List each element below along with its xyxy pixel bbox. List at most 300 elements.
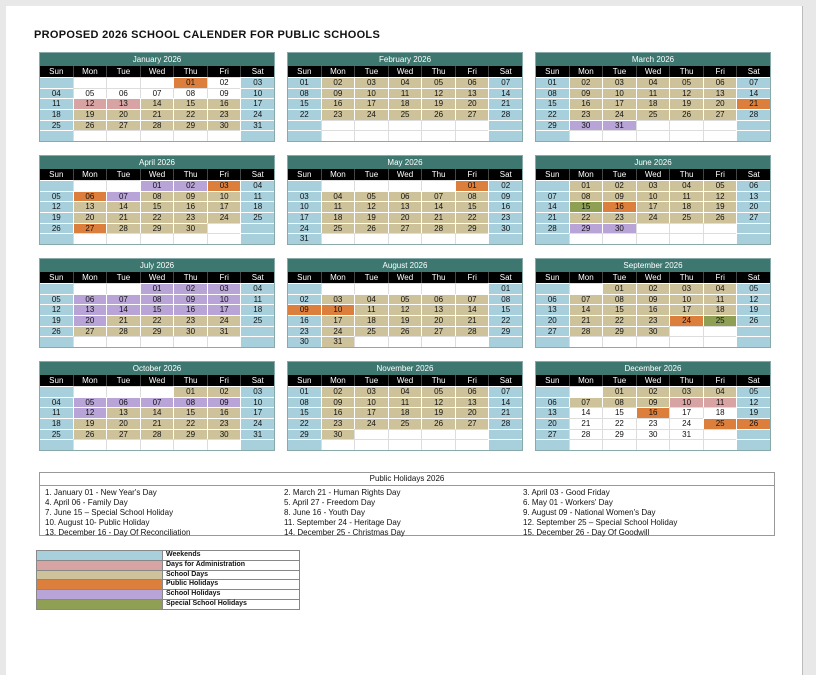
holiday-item: 7. June 15 – Special School Holiday bbox=[45, 508, 174, 517]
day-cell: 23 bbox=[173, 212, 207, 223]
week-row bbox=[40, 315, 274, 326]
weekday-label: Sat bbox=[240, 272, 274, 283]
day-cell: 12 bbox=[703, 191, 737, 202]
day-cell: 16 bbox=[321, 98, 355, 109]
month-name: May 2026 bbox=[288, 156, 522, 169]
month-name: July 2026 bbox=[40, 259, 274, 272]
day-cell bbox=[106, 386, 140, 397]
day-cell: 24 bbox=[207, 315, 241, 326]
day-cell: 21 bbox=[488, 407, 522, 418]
day-cell bbox=[421, 233, 455, 244]
day-cell: 30 bbox=[569, 120, 603, 131]
day-cell: 22 bbox=[455, 212, 489, 223]
week-row bbox=[288, 407, 522, 418]
weekday-label: Fri bbox=[455, 169, 489, 180]
day-cell: 31 bbox=[321, 336, 355, 347]
weekday-label: Mon bbox=[569, 272, 603, 283]
day-cell: 19 bbox=[421, 407, 455, 418]
day-cell: 02 bbox=[569, 77, 603, 88]
weekday-label: Sun bbox=[297, 170, 312, 179]
day-cell: 17 bbox=[288, 212, 321, 223]
day-cell: 10 bbox=[602, 88, 636, 99]
day-cell bbox=[207, 130, 241, 141]
month-calendar bbox=[535, 52, 771, 142]
day-cell: 13 bbox=[421, 304, 455, 315]
week-row bbox=[288, 429, 522, 440]
day-cell: 05 bbox=[40, 294, 73, 305]
week-row bbox=[40, 326, 274, 337]
weekday-label: Sun bbox=[545, 273, 560, 282]
weekday-label: Mon bbox=[321, 66, 355, 77]
day-cell: 14 bbox=[569, 407, 603, 418]
day-cell: 07 bbox=[106, 191, 140, 202]
day-cell: 16 bbox=[636, 407, 670, 418]
week-row bbox=[288, 304, 522, 315]
day-cell: 04 bbox=[388, 77, 422, 88]
week-row bbox=[40, 88, 274, 99]
week-row bbox=[536, 98, 770, 109]
day-cell: 19 bbox=[388, 315, 422, 326]
weekday-label: Sat bbox=[488, 66, 522, 77]
day-cell: 18 bbox=[703, 407, 737, 418]
weekday-label: Sat bbox=[736, 169, 770, 180]
day-cell: 15 bbox=[488, 304, 522, 315]
day-cell bbox=[354, 439, 388, 450]
day-cell: 23 bbox=[321, 109, 355, 120]
day-cell bbox=[488, 336, 522, 347]
day-cell: 10 bbox=[207, 191, 241, 202]
day-cell: 07 bbox=[536, 191, 569, 202]
day-cell bbox=[569, 233, 603, 244]
weekday-label: Tue bbox=[602, 375, 636, 386]
day-cell: 31 bbox=[207, 326, 241, 337]
day-cell: 03 bbox=[207, 283, 241, 294]
week-row bbox=[288, 336, 522, 347]
day-cell: 04 bbox=[40, 397, 73, 408]
week-row bbox=[40, 130, 274, 141]
day-cell: 30 bbox=[288, 336, 321, 347]
day-cell: 07 bbox=[736, 77, 770, 88]
day-cell: 16 bbox=[207, 407, 241, 418]
week-row bbox=[40, 336, 274, 347]
day-cell bbox=[40, 77, 73, 88]
week-row bbox=[536, 439, 770, 450]
day-cell bbox=[536, 283, 569, 294]
weekday-label: Thu bbox=[669, 66, 703, 77]
day-cell: 05 bbox=[736, 386, 770, 397]
month-calendar bbox=[535, 258, 771, 348]
week-row bbox=[288, 223, 522, 234]
day-cell bbox=[106, 180, 140, 191]
day-cell: 20 bbox=[106, 109, 140, 120]
legend-row bbox=[37, 570, 299, 580]
day-cell: 08 bbox=[173, 88, 207, 99]
day-cell bbox=[703, 223, 737, 234]
day-cell: 26 bbox=[40, 326, 73, 337]
day-cell: 20 bbox=[736, 201, 770, 212]
day-cell: 14 bbox=[106, 201, 140, 212]
day-cell: 01 bbox=[173, 77, 207, 88]
week-row bbox=[288, 130, 522, 141]
day-cell: 07 bbox=[569, 294, 603, 305]
day-cell bbox=[73, 233, 107, 244]
day-cell: 02 bbox=[207, 386, 241, 397]
day-cell: 31 bbox=[288, 233, 321, 244]
day-cell: 20 bbox=[536, 315, 569, 326]
day-cell bbox=[703, 120, 737, 131]
weekday-label: Thu bbox=[669, 169, 703, 180]
day-cell: 12 bbox=[736, 397, 770, 408]
weekday-label: Sat bbox=[736, 272, 770, 283]
day-cell bbox=[207, 336, 241, 347]
day-cell: 27 bbox=[73, 326, 107, 337]
month-name: December 2026 bbox=[536, 362, 770, 375]
day-cell: 31 bbox=[602, 120, 636, 131]
day-cell: 11 bbox=[703, 294, 737, 305]
day-cell bbox=[536, 180, 569, 191]
day-cell: 01 bbox=[569, 180, 603, 191]
weekday-label: Thu bbox=[421, 375, 455, 386]
day-cell: 14 bbox=[736, 88, 770, 99]
day-cell: 17 bbox=[240, 407, 274, 418]
day-cell bbox=[488, 120, 522, 131]
weekday-label: Wed bbox=[636, 66, 670, 77]
day-cell bbox=[321, 233, 355, 244]
weekday-label: Fri bbox=[207, 169, 241, 180]
day-cell: 10 bbox=[240, 397, 274, 408]
weekday-label: Fri bbox=[207, 272, 241, 283]
day-cell: 21 bbox=[488, 98, 522, 109]
month-name: June 2026 bbox=[536, 156, 770, 169]
day-cell: 20 bbox=[388, 212, 422, 223]
week-row bbox=[288, 120, 522, 131]
day-cell: 14 bbox=[455, 304, 489, 315]
day-cell: 20 bbox=[455, 98, 489, 109]
week-row bbox=[288, 212, 522, 223]
day-cell: 15 bbox=[455, 201, 489, 212]
day-cell: 21 bbox=[455, 315, 489, 326]
day-cell: 29 bbox=[140, 223, 174, 234]
day-cell: 01 bbox=[602, 386, 636, 397]
day-cell: 25 bbox=[703, 418, 737, 429]
day-cell bbox=[140, 439, 174, 450]
day-cell: 28 bbox=[736, 109, 770, 120]
day-cell: 02 bbox=[321, 386, 355, 397]
day-cell: 12 bbox=[421, 397, 455, 408]
weekday-label: Mon bbox=[569, 375, 603, 386]
day-cell: 05 bbox=[354, 191, 388, 202]
day-cell bbox=[703, 336, 737, 347]
day-cell bbox=[106, 233, 140, 244]
week-row bbox=[40, 304, 274, 315]
weekday-label: Fri bbox=[703, 375, 737, 386]
day-cell: 13 bbox=[703, 88, 737, 99]
day-cell: 08 bbox=[173, 397, 207, 408]
day-cell bbox=[488, 439, 522, 450]
day-cell bbox=[669, 223, 703, 234]
day-cell bbox=[536, 130, 569, 141]
day-cell bbox=[73, 336, 107, 347]
holiday-item: 4. April 06 - Family Day bbox=[45, 498, 128, 507]
day-cell: 22 bbox=[288, 418, 321, 429]
day-cell: 18 bbox=[669, 201, 703, 212]
weekday-label: Thu bbox=[669, 375, 703, 386]
day-cell: 03 bbox=[669, 283, 703, 294]
day-cell: 06 bbox=[736, 180, 770, 191]
day-cell bbox=[140, 386, 174, 397]
day-cell: 20 bbox=[536, 418, 569, 429]
day-cell: 15 bbox=[140, 304, 174, 315]
day-cell: 17 bbox=[602, 98, 636, 109]
day-cell bbox=[421, 429, 455, 440]
week-row bbox=[40, 109, 274, 120]
day-cell bbox=[288, 180, 321, 191]
weekday-label: Sat bbox=[240, 66, 274, 77]
weekday-label: Tue bbox=[106, 66, 140, 77]
day-cell: 01 bbox=[140, 180, 174, 191]
day-cell: 30 bbox=[488, 223, 522, 234]
weekday-label: Sun bbox=[297, 273, 312, 282]
day-cell: 05 bbox=[388, 294, 422, 305]
day-cell bbox=[321, 130, 355, 141]
day-cell bbox=[536, 233, 569, 244]
day-cell: 07 bbox=[569, 397, 603, 408]
day-cell bbox=[736, 326, 770, 337]
weekday-label: Wed bbox=[388, 66, 422, 77]
day-cell: 14 bbox=[536, 201, 569, 212]
day-cell bbox=[703, 233, 737, 244]
day-cell: 16 bbox=[569, 98, 603, 109]
day-cell bbox=[669, 326, 703, 337]
day-cell: 03 bbox=[207, 180, 241, 191]
day-cell: 21 bbox=[140, 418, 174, 429]
weekday-label: Wed bbox=[636, 375, 670, 386]
day-cell bbox=[354, 120, 388, 131]
day-cell: 23 bbox=[636, 315, 670, 326]
day-cell: 17 bbox=[207, 304, 241, 315]
day-cell: 12 bbox=[669, 88, 703, 99]
day-cell: 23 bbox=[569, 109, 603, 120]
weekday-label: Thu bbox=[421, 169, 455, 180]
day-cell bbox=[173, 439, 207, 450]
day-cell: 05 bbox=[421, 77, 455, 88]
weekday-label: Fri bbox=[207, 66, 241, 77]
day-cell: 16 bbox=[207, 98, 241, 109]
day-cell bbox=[421, 336, 455, 347]
day-cell: 09 bbox=[569, 88, 603, 99]
day-cell: 28 bbox=[455, 326, 489, 337]
day-cell: 03 bbox=[240, 77, 274, 88]
day-cell bbox=[288, 130, 321, 141]
day-cell bbox=[288, 439, 321, 450]
weekday-label: Tue bbox=[106, 169, 140, 180]
day-cell: 13 bbox=[455, 88, 489, 99]
day-cell bbox=[488, 130, 522, 141]
day-cell: 06 bbox=[106, 88, 140, 99]
day-cell: 06 bbox=[388, 191, 422, 202]
day-cell: 23 bbox=[488, 212, 522, 223]
weekday-header-row bbox=[40, 375, 274, 386]
day-cell bbox=[703, 439, 737, 450]
weekday-label: Sat bbox=[736, 375, 770, 386]
month-calendar bbox=[39, 52, 275, 142]
day-cell: 17 bbox=[354, 407, 388, 418]
day-cell: 02 bbox=[173, 283, 207, 294]
weekday-label: Wed bbox=[388, 375, 422, 386]
week-row bbox=[536, 326, 770, 337]
day-cell: 05 bbox=[421, 386, 455, 397]
day-cell bbox=[536, 386, 569, 397]
week-row bbox=[536, 429, 770, 440]
day-cell: 08 bbox=[536, 88, 569, 99]
day-cell: 17 bbox=[207, 201, 241, 212]
day-cell: 19 bbox=[703, 201, 737, 212]
day-cell bbox=[455, 283, 489, 294]
day-cell: 29 bbox=[455, 223, 489, 234]
day-cell: 14 bbox=[421, 201, 455, 212]
document-page bbox=[6, 6, 803, 675]
day-cell: 22 bbox=[602, 418, 636, 429]
day-cell: 14 bbox=[569, 304, 603, 315]
weekday-label: Sat bbox=[488, 272, 522, 283]
day-cell: 01 bbox=[536, 77, 569, 88]
day-cell: 28 bbox=[140, 120, 174, 131]
day-cell: 26 bbox=[354, 223, 388, 234]
week-row bbox=[40, 191, 274, 202]
weekday-label: Sat bbox=[488, 375, 522, 386]
day-cell bbox=[140, 130, 174, 141]
day-cell: 18 bbox=[321, 212, 355, 223]
day-cell: 25 bbox=[354, 326, 388, 337]
day-cell: 27 bbox=[106, 429, 140, 440]
day-cell: 24 bbox=[669, 418, 703, 429]
legend-swatch bbox=[37, 571, 163, 580]
day-cell: 22 bbox=[173, 418, 207, 429]
day-cell bbox=[388, 233, 422, 244]
day-cell: 22 bbox=[140, 212, 174, 223]
month-name: April 2026 bbox=[40, 156, 274, 169]
legend-label: Special School Holidays bbox=[166, 599, 247, 607]
day-cell bbox=[207, 223, 241, 234]
day-cell: 03 bbox=[669, 386, 703, 397]
day-cell: 20 bbox=[73, 315, 107, 326]
day-cell: 30 bbox=[173, 326, 207, 337]
day-cell: 13 bbox=[73, 304, 107, 315]
day-cell: 09 bbox=[636, 397, 670, 408]
day-cell: 28 bbox=[421, 223, 455, 234]
week-row bbox=[536, 294, 770, 305]
day-cell: 06 bbox=[536, 397, 569, 408]
day-cell bbox=[421, 130, 455, 141]
day-cell: 27 bbox=[536, 429, 569, 440]
week-row bbox=[288, 201, 522, 212]
day-cell: 19 bbox=[73, 109, 107, 120]
day-cell bbox=[602, 130, 636, 141]
day-cell: 28 bbox=[140, 429, 174, 440]
day-cell: 21 bbox=[140, 109, 174, 120]
week-row bbox=[40, 77, 274, 88]
day-cell: 04 bbox=[388, 386, 422, 397]
day-cell: 28 bbox=[106, 326, 140, 337]
day-cell: 02 bbox=[207, 77, 241, 88]
month-calendar bbox=[287, 155, 523, 245]
day-cell bbox=[106, 283, 140, 294]
day-cell: 20 bbox=[106, 418, 140, 429]
holiday-item: 10. August 10- Public Holiday bbox=[45, 518, 150, 527]
day-cell: 11 bbox=[40, 407, 73, 418]
week-row bbox=[536, 418, 770, 429]
day-cell bbox=[388, 180, 422, 191]
day-cell: 09 bbox=[321, 88, 355, 99]
day-cell: 14 bbox=[488, 88, 522, 99]
day-cell bbox=[388, 429, 422, 440]
week-row bbox=[40, 418, 274, 429]
day-cell: 06 bbox=[73, 191, 107, 202]
weekday-label: Mon bbox=[73, 375, 107, 386]
day-cell: 01 bbox=[288, 77, 321, 88]
week-row bbox=[40, 223, 274, 234]
weekday-label: Thu bbox=[173, 66, 207, 77]
week-row bbox=[536, 109, 770, 120]
day-cell: 25 bbox=[240, 212, 274, 223]
day-cell: 14 bbox=[140, 98, 174, 109]
day-cell: 17 bbox=[240, 98, 274, 109]
week-row bbox=[288, 397, 522, 408]
day-cell: 19 bbox=[736, 407, 770, 418]
day-cell: 23 bbox=[288, 326, 321, 337]
day-cell: 28 bbox=[106, 223, 140, 234]
month-calendar bbox=[39, 155, 275, 245]
day-cell bbox=[321, 439, 355, 450]
weekday-header-row bbox=[288, 375, 522, 386]
day-cell bbox=[73, 130, 107, 141]
day-cell: 12 bbox=[73, 98, 107, 109]
day-cell: 16 bbox=[602, 201, 636, 212]
day-cell: 20 bbox=[703, 98, 737, 109]
day-cell: 10 bbox=[354, 397, 388, 408]
week-row bbox=[288, 386, 522, 397]
day-cell bbox=[40, 233, 73, 244]
day-cell bbox=[636, 233, 670, 244]
weekday-label: Thu bbox=[669, 272, 703, 283]
day-cell: 19 bbox=[354, 212, 388, 223]
day-cell: 01 bbox=[488, 283, 522, 294]
day-cell: 15 bbox=[288, 407, 321, 418]
day-cell bbox=[636, 130, 670, 141]
day-cell bbox=[40, 130, 73, 141]
day-cell: 27 bbox=[388, 223, 422, 234]
day-cell: 12 bbox=[40, 201, 73, 212]
weekday-label: Fri bbox=[455, 66, 489, 77]
holidays-title: Public Holidays 2026 bbox=[40, 473, 774, 486]
holiday-item: 13. December 16 - Day Of Reconciliation bbox=[45, 528, 191, 537]
day-cell: 11 bbox=[703, 397, 737, 408]
weekday-label: Sun bbox=[297, 376, 312, 385]
day-cell: 08 bbox=[602, 294, 636, 305]
weekday-label: Sun bbox=[49, 273, 64, 282]
day-cell bbox=[455, 130, 489, 141]
day-cell: 11 bbox=[388, 397, 422, 408]
day-cell: 29 bbox=[602, 429, 636, 440]
week-row bbox=[288, 418, 522, 429]
weekday-label: Thu bbox=[173, 169, 207, 180]
day-cell: 23 bbox=[602, 212, 636, 223]
weekday-header-row bbox=[536, 169, 770, 180]
weekday-label: Wed bbox=[636, 272, 670, 283]
day-cell bbox=[669, 120, 703, 131]
day-cell bbox=[73, 439, 107, 450]
weekday-label: Wed bbox=[388, 169, 422, 180]
